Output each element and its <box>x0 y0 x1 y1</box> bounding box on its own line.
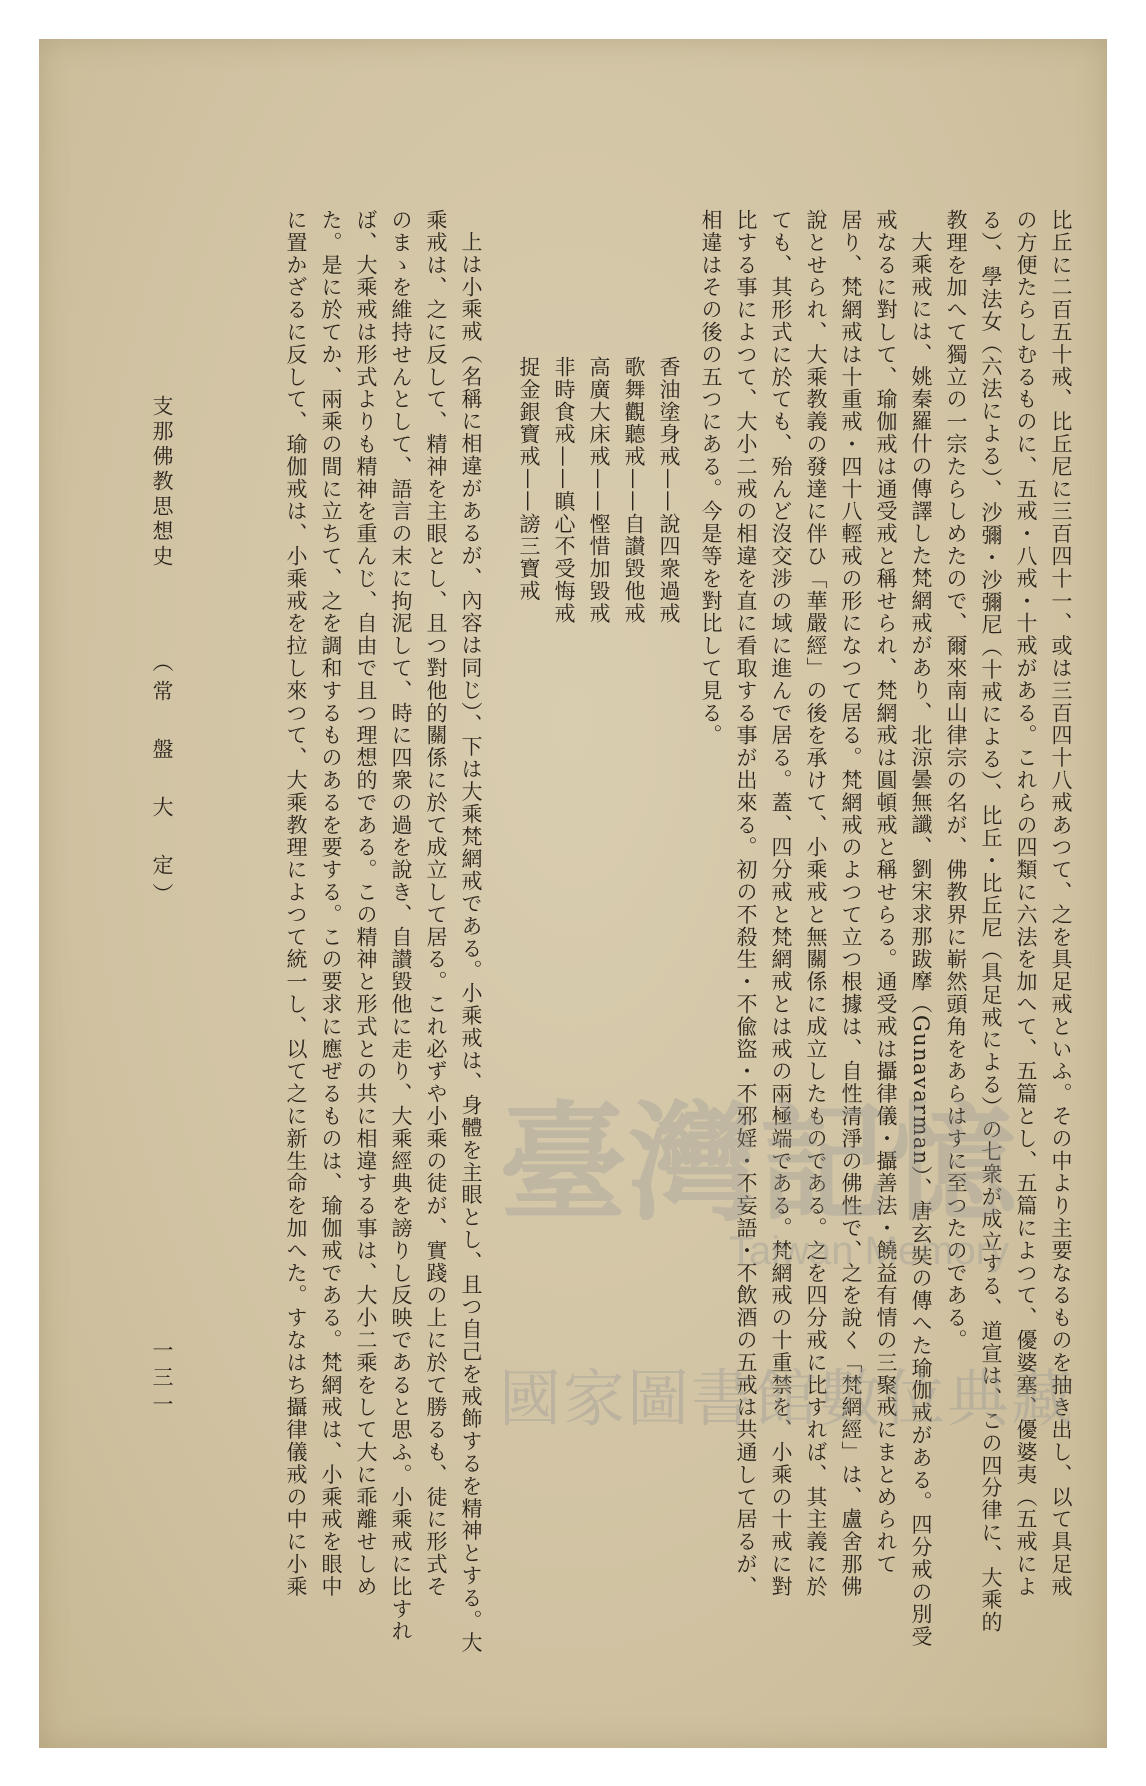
watermark-logo-text: 臺灣記憶 <box>499 1089 1020 1239</box>
text-column: 教理を加へて獨立の一宗たらしめたので、爾來南山律宗の名が、佛教界に嶄然頭角をあらはすに至つたのである。 <box>944 209 968 1352</box>
text-column: た。是に於てか、兩乘の間に立ちて、之を調和するものあるを要する。この要求に應ぜるものは、瑜伽戒である。梵網戒は、小乘戒を眼中 <box>319 209 343 1598</box>
text-column: 居り、梵網戒は十重戒・四十八輕戒の形になつて居る。梵網戒のよつて立つ根據は、自性清淨の佛性で、之を說く「梵網經」は、盧舍那佛 <box>839 209 863 1598</box>
text-column: ても、其形式に於ても、殆んど沒交涉の域に進んで居る。蓋、四分戒と梵網戒とは戒の兩極端である。梵網戒の十重禁を、小乘の十戒に對 <box>769 209 793 1598</box>
text-column: 相違はその後の五つにある。今是等を對比して見る。 <box>699 209 723 747</box>
text-column: 乘戒は、之に反して、精神を主眼とし、且つ對他的關係に於て成立して居る。これ必ずや小乘の徒が、實踐の上に於て勝るも、徒に形式そ <box>424 209 448 1598</box>
running-title: 支那佛教思想史 <box>150 395 174 570</box>
text-column: 大乘戒には、姚秦羅什の傳譯した梵網戒があり、北涼曇無讖、劉宋求那跋摩（Gunavarman）、唐玄奘の傳へた瑜伽戒がある。四分戒の別受 <box>909 231 933 1649</box>
text-column: 說とせられ、大乘教義の發達に伴ひ「華嚴經」の後を承けて、小乘戒と無關係に成立したものである。之を四分戒に比すれば、其主義に於 <box>804 209 828 1598</box>
text-column: に置かざるに反して、瑜伽戒は、小乘戒を拉し來つて、大乘教理によつて統一し、以て之に新生命を加へた。すなはち攝律儀戒の中に小乘 <box>284 209 308 1598</box>
comparison-item: 非時食戒——瞋心不受悔戒 <box>552 356 576 625</box>
text-column: ば、大乘戒は形式よりも精神を重んじ、自由で且つ理想的である。この精神と形式との共に相違する事は、大小二乘をして大に乖離せしめ <box>354 209 378 1598</box>
text-column: 戒なるに對して、瑜伽戒は通受戒と稱せられ、梵網戒は圓頓戒と稱せらる。通受戒は攝律儀・攝善法・饒益有情の三聚戒にまとめられて <box>874 209 898 1576</box>
text-column: のまゝを維持せんとして、語言の末に拘泥して、時に四衆の過を說き、自讃毀他に走り、大乘經典を謗りし反映であると思ふ。小乘戒に比すれ <box>389 209 413 1643</box>
author-name: （常 盤 大 定） <box>150 651 174 912</box>
watermark-english: Taiwan Memory <box>729 1229 1010 1273</box>
text-column: の方便たらしむるものに、五戒・八戒・十戒がある。これらの四類に六法を加へて、五篇とし、五篇によつて、優婆塞、優婆夷（五戒によ <box>1014 209 1038 1598</box>
text-column: 比丘に二百五十戒、比丘尼に三百四十一、或は三百四十八戒あつて、之を具足戒といふ。その中より主要なるものを抽き出し、以て具足戒 <box>1049 209 1073 1598</box>
text-column: 上は小乘戒（名稱に相違があるが、內容は同じ）、下は大乘梵網戒である。小乘戒は、身體を主眼とし、且つ自己を戒飾するを精神とする。大 <box>459 231 483 1655</box>
comparison-item: 歌舞觀聽戒——自讃毀他戒 <box>622 356 646 625</box>
comparison-item: 捉金銀寶戒——謗三寶戒 <box>517 356 541 603</box>
watermark-subtitle: 國家圖書館數位典藏 <box>499 1362 1076 1435</box>
text-column: 比する事によつて、大小二戒の相違を直に看取する事が出來る。初の不殺生・不偸盜・不邪婬・不妄語・不飲酒の五戒は共通して居るが、 <box>734 209 758 1598</box>
text-column: る）、學法女（六法による）、沙彌・沙彌尼（十戒による）、比丘・比丘尼（具足戒による）の七衆が成立する、道宣は、この四分律に、大乘的 <box>979 209 1003 1634</box>
comparison-item: 香油塗身戒——說四衆過戒 <box>657 356 681 625</box>
library-watermark <box>499 1089 1099 1509</box>
comparison-item: 高廣大床戒——慳惜加毀戒 <box>587 356 611 625</box>
page-number: 一三一 <box>150 1339 174 1420</box>
book-page <box>39 39 1107 1748</box>
